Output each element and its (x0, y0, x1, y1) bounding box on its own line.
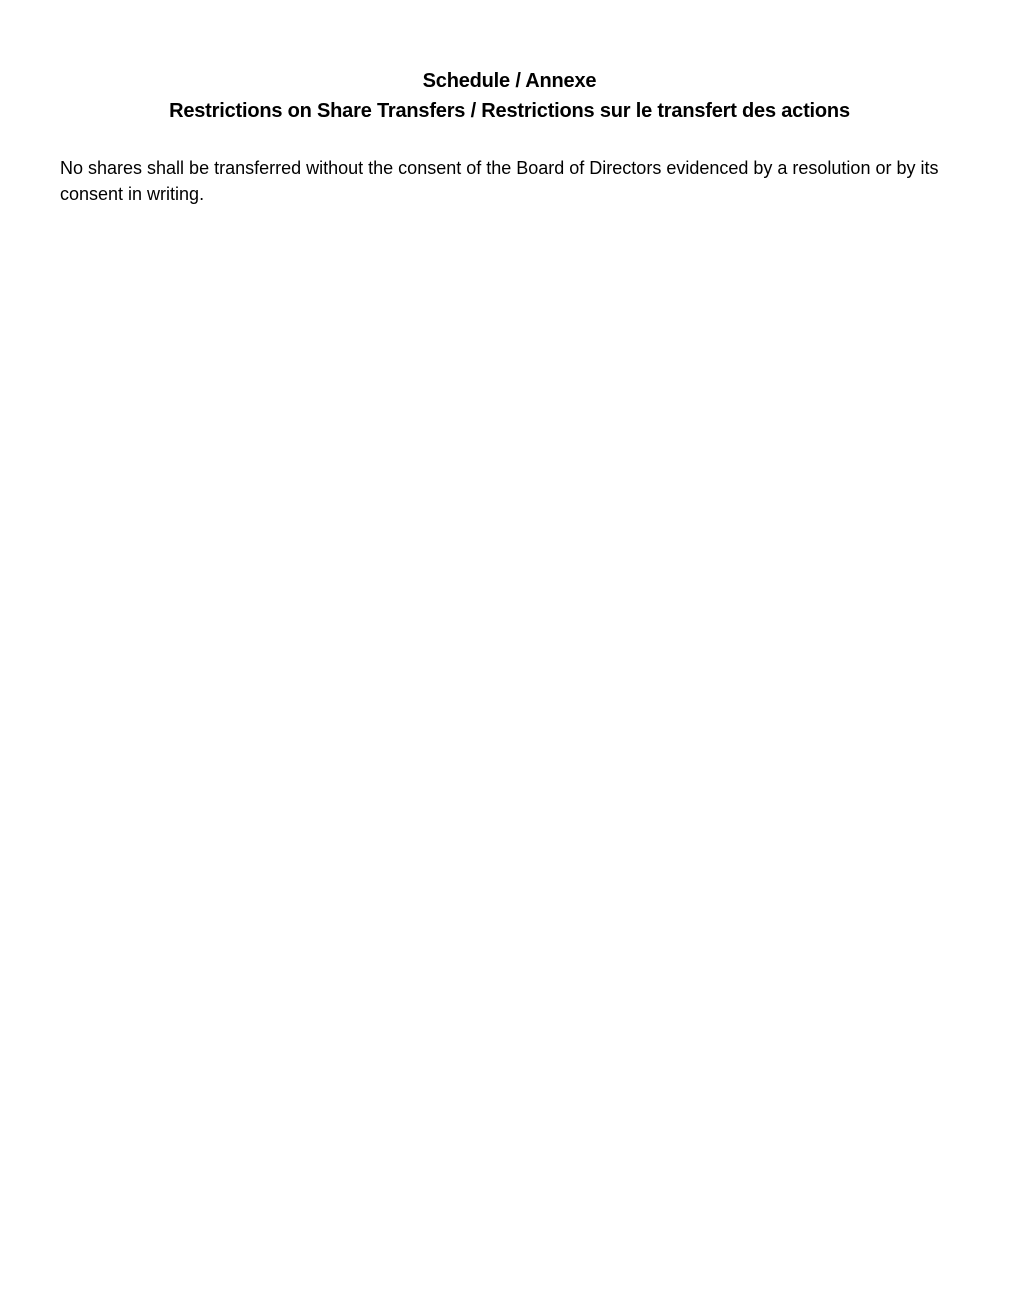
document-header (0, 66, 1012, 126)
document-title: Schedule / Annexe (422, 70, 597, 92)
document-body-paragraph: No shares shall be transferred without the consent of the Board of Directors evidenced by a resolution or by its consent in writing. (60, 158, 939, 204)
document-subtitle: Restrictions on Share Transfers / Restrictions sur le transfert des actions (169, 100, 850, 122)
